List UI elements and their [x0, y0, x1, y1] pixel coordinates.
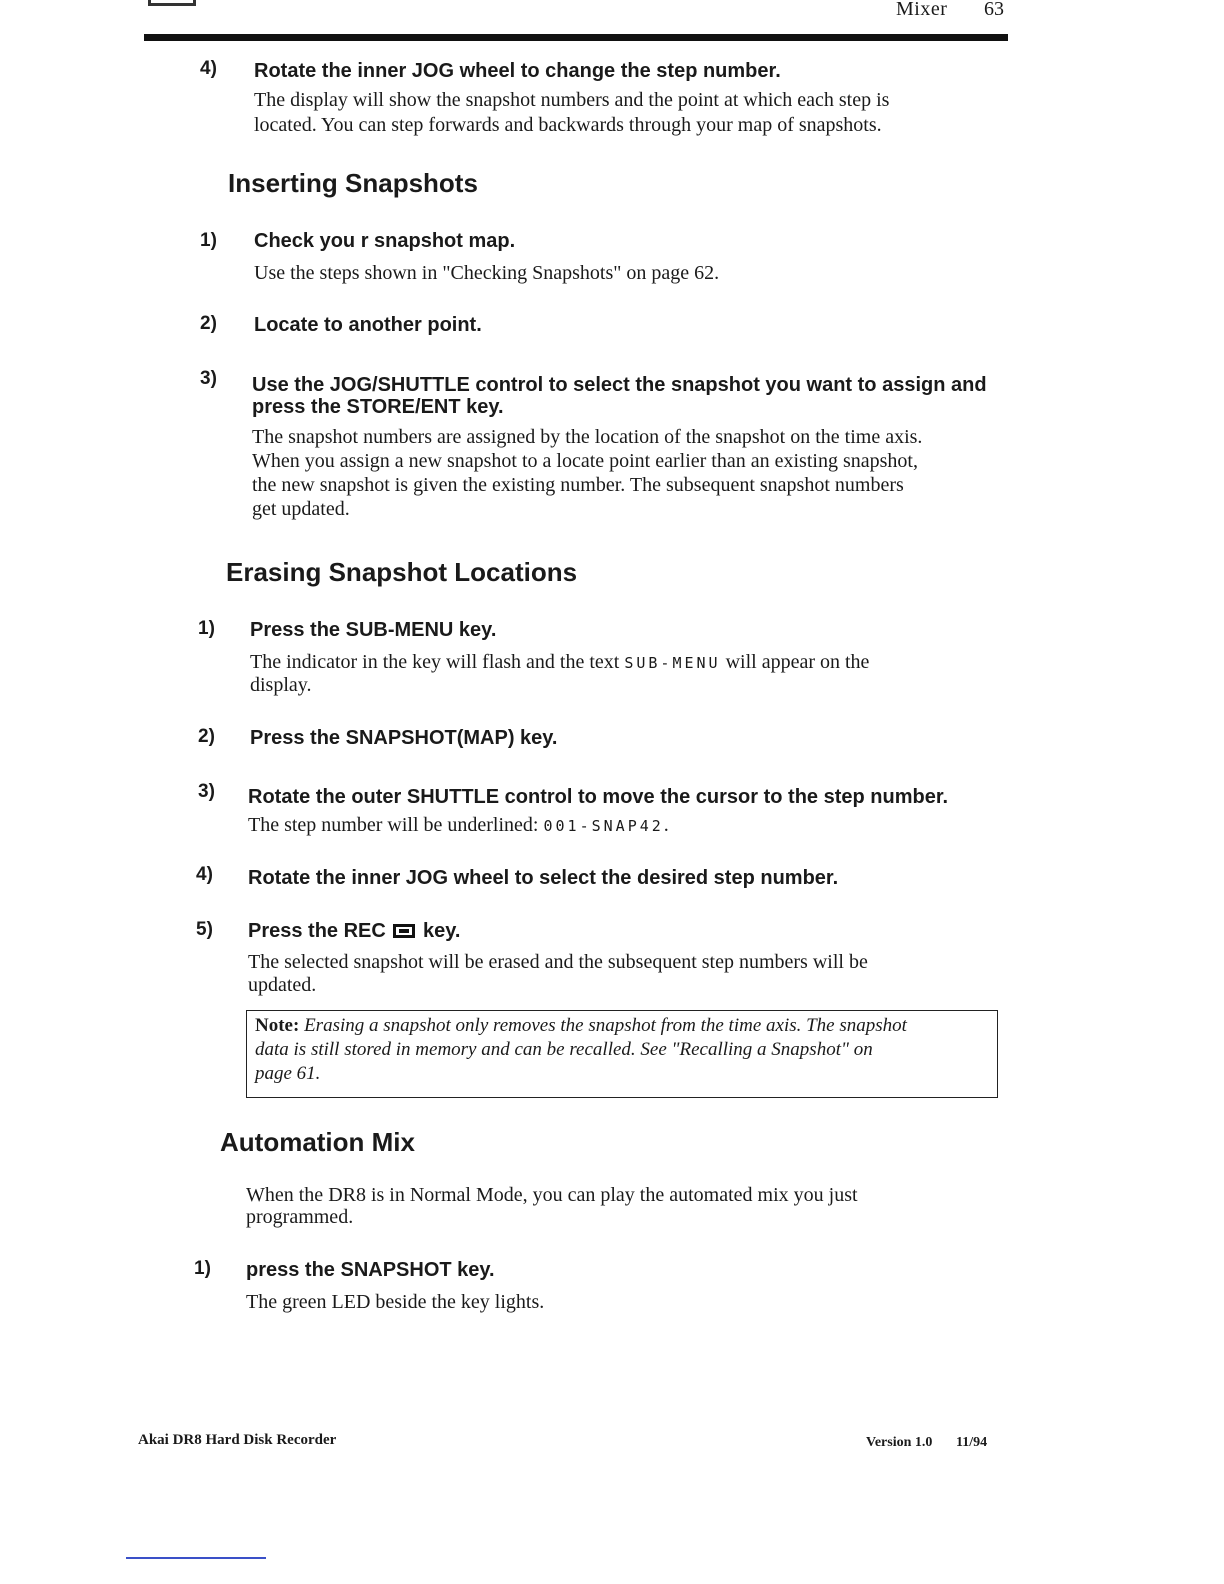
- step-number: 2): [198, 726, 215, 747]
- lcd-display-text: 001-SNAP42: [543, 817, 664, 835]
- note-label: Note:: [255, 1015, 300, 1036]
- header-section-title: Mixer: [896, 0, 948, 20]
- step-text: The selected snapshot will be erased and the subsequent step numbers will be: [248, 951, 868, 973]
- footer-version: Version 1.0: [866, 1435, 933, 1450]
- step-number: 5): [196, 919, 213, 940]
- paragraph-text: programmed.: [246, 1206, 354, 1228]
- section-heading-inserting: Inserting Snapshots: [228, 168, 478, 198]
- step-text: updated.: [248, 974, 317, 996]
- note-text: Erasing a snapshot only removes the snapshot from the time axis. The snapshot: [304, 1015, 907, 1036]
- step-number: 2): [200, 313, 217, 334]
- step-text: [248, 813, 669, 838]
- step-title: Press the SUB-MENU key.: [250, 619, 497, 641]
- step-title: Rotate the inner JOG wheel to change the step number.: [254, 60, 781, 82]
- note-line: [255, 1014, 989, 1038]
- step-title: Locate to another point.: [254, 314, 482, 336]
- step-number: 1): [200, 230, 217, 251]
- step-number: 4): [200, 58, 217, 79]
- step-text-part: will appear on the: [725, 651, 870, 673]
- step-text: The display will show the snapshot numbers and the point at which each step is: [254, 89, 890, 111]
- footer-product: Akai DR8 Hard Disk Recorder: [138, 1432, 337, 1448]
- step-text: display.: [250, 674, 312, 696]
- step-text-part: .: [663, 814, 669, 836]
- step-text: the new snapshot is given the existing number. The subsequent snapshot numbers: [252, 474, 904, 496]
- step-number: 1): [198, 618, 215, 639]
- step-title: press the STORE/ENT key.: [252, 396, 504, 418]
- step-number: 1): [194, 1258, 211, 1279]
- step-number: 3): [200, 368, 217, 389]
- note-text: data is still stored in memory and can be recalled. See "Recalling a Snapshot" on: [255, 1039, 873, 1060]
- note-box: [246, 1010, 998, 1098]
- step-text-part: The indicator in the key will flash and the text: [250, 651, 620, 673]
- step-title: [248, 920, 460, 943]
- step-title: press the SNAPSHOT key.: [246, 1259, 495, 1281]
- header-page-number: 63: [984, 0, 1004, 20]
- step-text: located. You can step forwards and backwards through your map of snapshots.: [254, 114, 882, 136]
- step-text: Use the steps shown in "Checking Snapshots" on page 62.: [254, 262, 720, 284]
- corner-mark: [148, 0, 196, 6]
- section-heading-erasing: Erasing Snapshot Locations: [226, 557, 578, 587]
- step-title-part: key.: [422, 920, 461, 942]
- step-title: Check you r snapshot map.: [254, 230, 516, 252]
- lcd-display-text: SUB-MENU: [624, 654, 721, 672]
- paragraph-text: When the DR8 is in Normal Mode, you can play the automated mix you just: [246, 1184, 858, 1206]
- header-rule: [144, 34, 1008, 41]
- step-text: The snapshot numbers are assigned by the location of the snapshot on the time axis.: [252, 426, 923, 448]
- section-heading-automation: Automation Mix: [220, 1127, 415, 1157]
- step-text: When you assign a new snapshot to a locate point earlier than an existing snapshot,: [252, 450, 918, 472]
- step-title-part: Press the REC: [248, 920, 386, 942]
- step-text: [250, 650, 869, 675]
- step-title: Rotate the outer SHUTTLE control to move the cursor to the step number.: [248, 786, 949, 808]
- step-title: Use the JOG/SHUTTLE control to select the snapshot you want to assign and: [252, 374, 987, 396]
- step-title: Press the SNAPSHOT(MAP) key.: [250, 727, 558, 749]
- bottom-line: [126, 1557, 266, 1559]
- footer-date: 11/94: [956, 1435, 988, 1450]
- step-text-part: The step number will be underlined:: [248, 814, 539, 836]
- step-text: The green LED beside the key lights.: [246, 1291, 545, 1313]
- step-title: Rotate the inner JOG wheel to select the desired step number.: [248, 867, 839, 889]
- step-number: 3): [198, 781, 215, 802]
- step-number: 4): [196, 864, 213, 885]
- note-text: page 61.: [255, 1063, 321, 1084]
- step-text: get updated.: [252, 498, 350, 520]
- rec-key-icon: [393, 924, 415, 938]
